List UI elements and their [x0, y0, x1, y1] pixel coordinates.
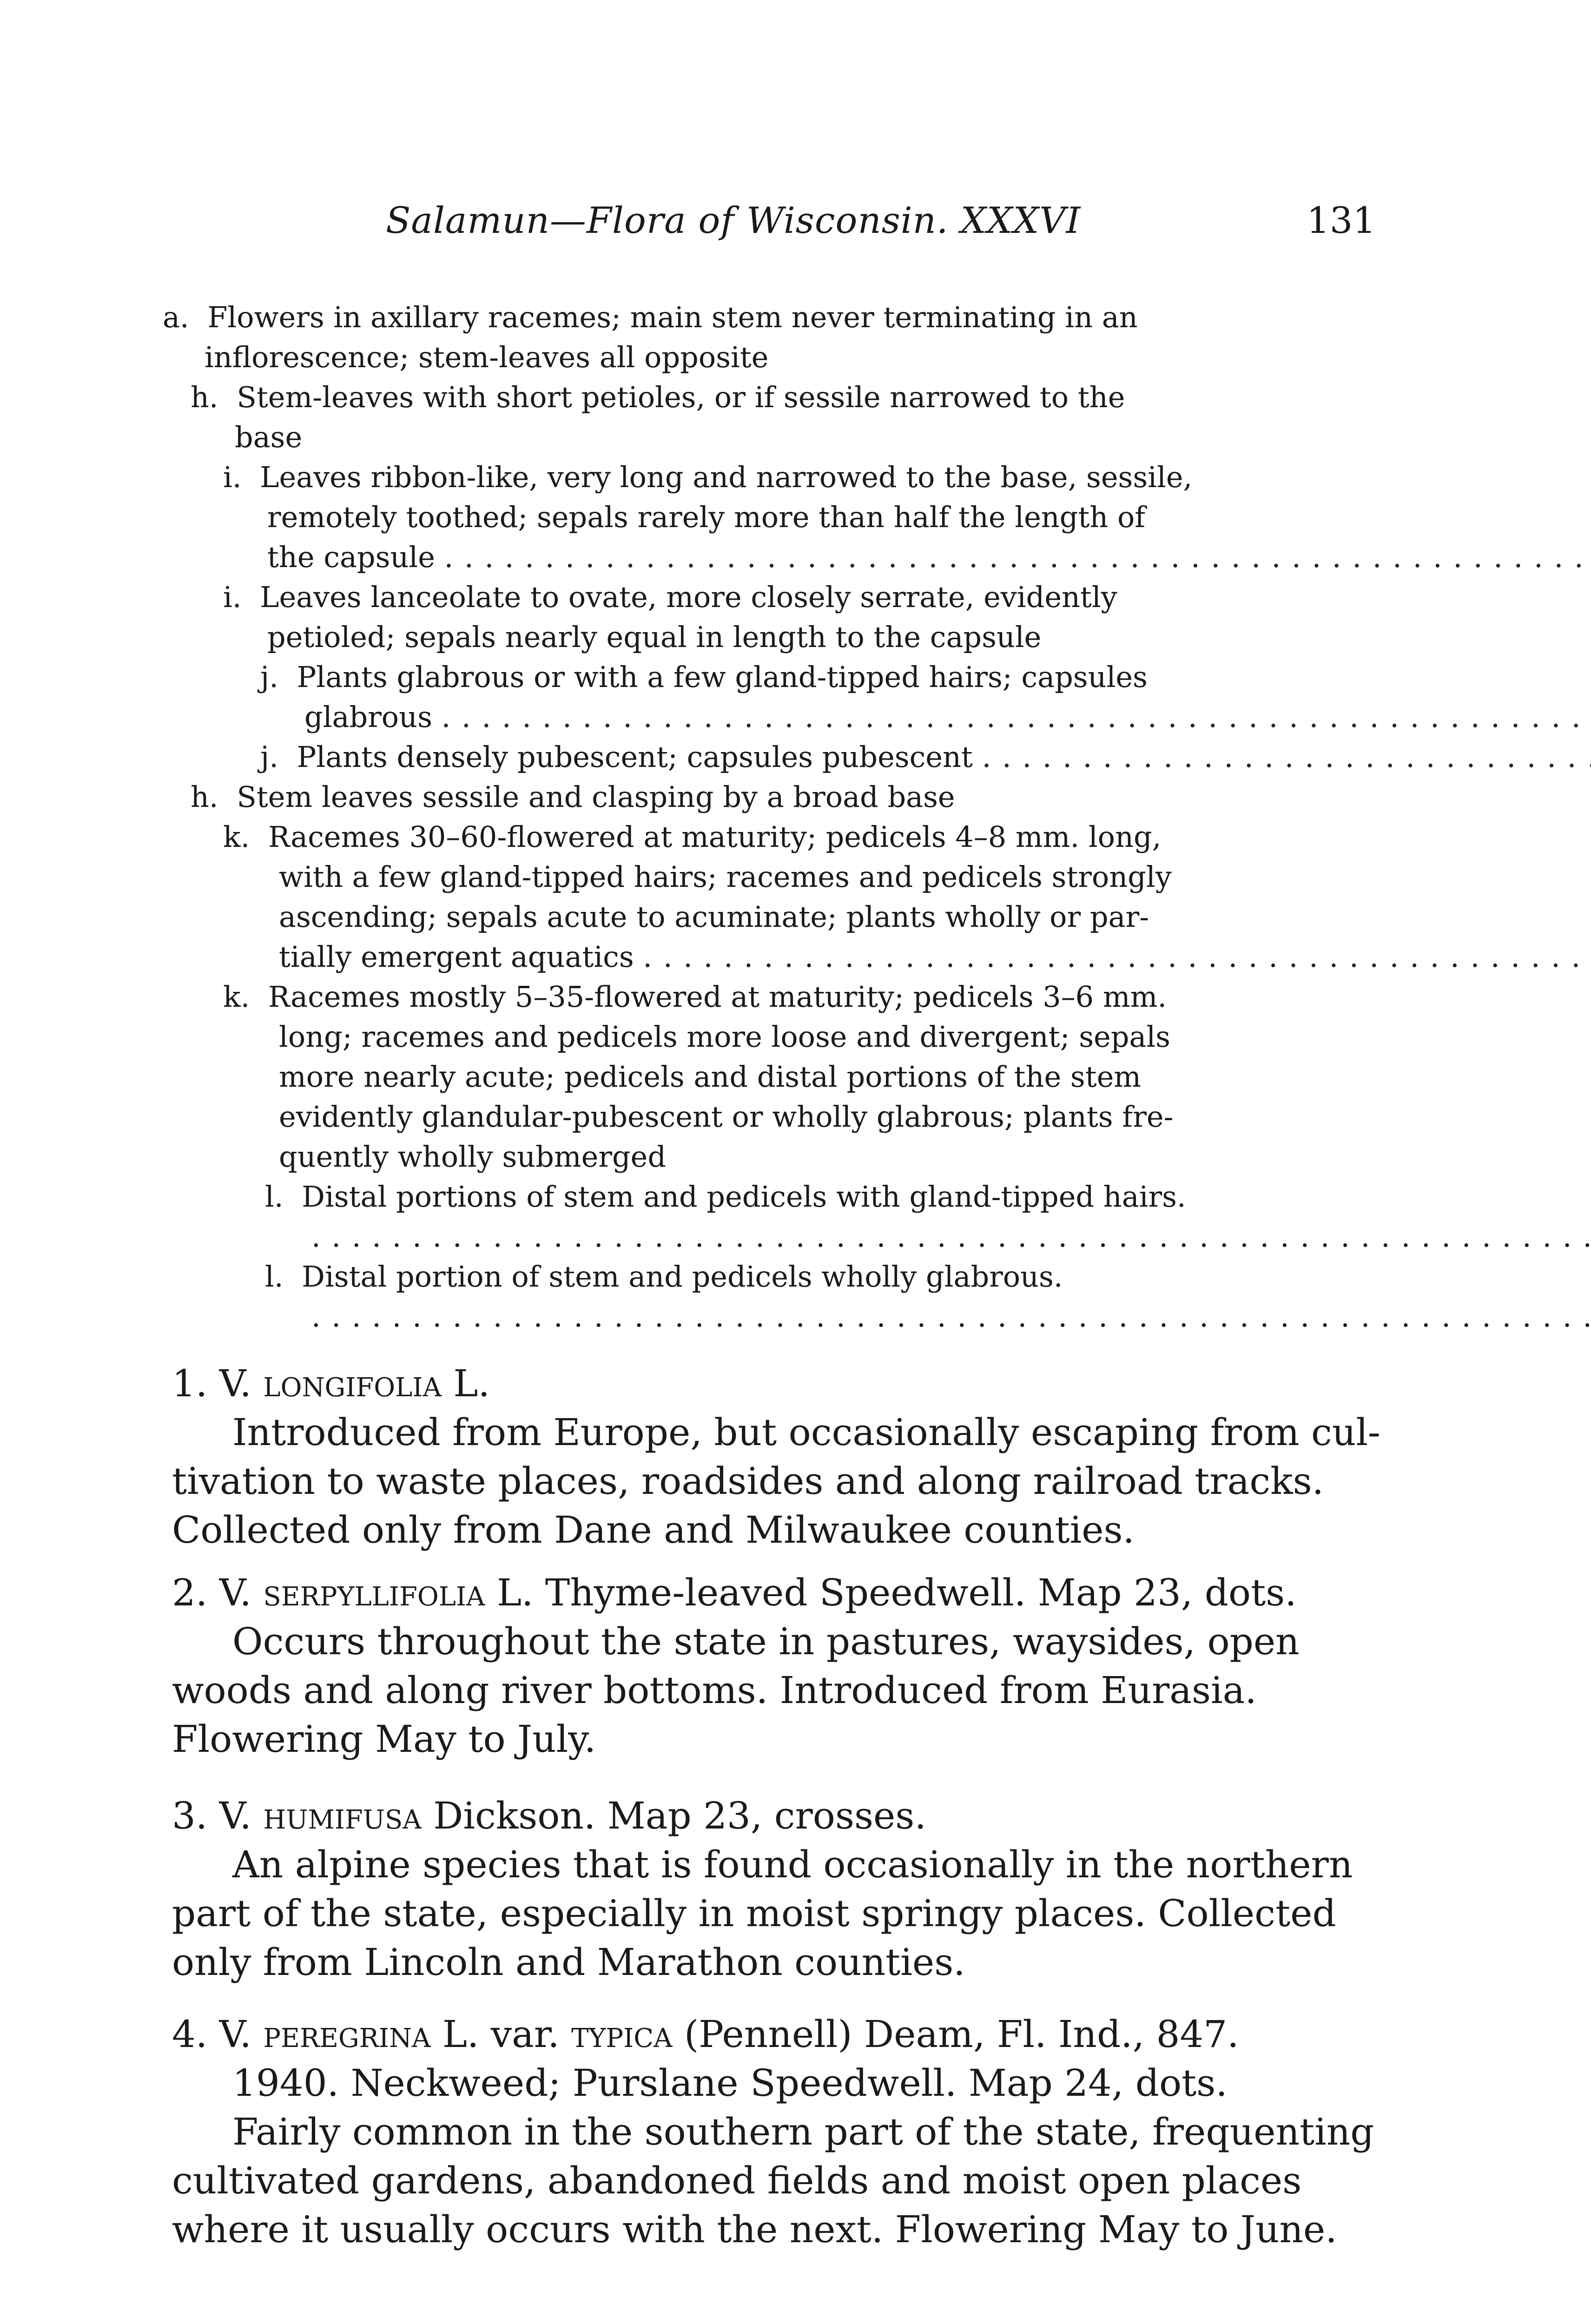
key-marker: k.	[223, 980, 250, 1014]
leader-dots	[444, 540, 1591, 574]
key-marker: l.	[265, 1180, 284, 1214]
species-text-line: only from Lincoln and Marathon counties.	[172, 1941, 965, 1984]
species-text-line: Flowering May to July.	[172, 1717, 596, 1761]
key-line-j	[260, 657, 1376, 697]
key-line-leader	[260, 737, 1376, 777]
key-line	[267, 617, 1376, 657]
species-name: longifolia	[263, 1362, 442, 1405]
key-text: Leaves lanceolate to ovate, more closely serrate, evidently	[260, 580, 1117, 614]
key-line-l	[265, 1177, 1376, 1217]
species-entry	[172, 1794, 1376, 1984]
species-text-line: An alpine species that is found occasionally in the northern	[232, 1843, 1353, 1886]
running-head-title: Salamun—Flora of Wisconsin. XXXVI	[386, 200, 1081, 242]
species-entry	[172, 1571, 1376, 1761]
key-line	[205, 337, 1376, 377]
key-text: evidently glandular-pubescent or wholly glabrous; plants fre-	[279, 1100, 1174, 1134]
species-text-line: Collected only from Dane and Milwaukee counties.	[172, 1508, 1135, 1552]
species-heading: 2. V. serpyllifolia L. Thyme-leaved Speedwell. Map 23, dots.	[172, 1571, 1297, 1614]
species-name: humifusa	[263, 1794, 422, 1837]
key-line-h	[191, 777, 1376, 817]
key-line-a	[163, 297, 1376, 337]
species-text-line: cultivated gardens, abandoned fields and moist open places	[172, 2159, 1302, 2202]
key-line-i	[223, 577, 1376, 617]
species-text-line: tivation to waste places, roadsides and along railroad tracks.	[172, 1459, 1324, 1503]
key-line	[279, 1137, 1376, 1177]
species-entry	[172, 2013, 1376, 2254]
key-line-l	[265, 1257, 1376, 1297]
variety-name: typica	[571, 2013, 673, 2056]
leader-dots	[643, 940, 1591, 974]
key-marker: i.	[223, 580, 242, 614]
key-marker: i.	[223, 460, 242, 494]
key-line	[235, 417, 1376, 457]
species-text-line: Fairly common in the southern part of the state, frequenting	[232, 2110, 1374, 2153]
key-marker: h.	[191, 380, 218, 414]
species-heading: 4. V. peregrina L. var. typica (Pennell) Deam, Fl. Ind., 847.	[172, 2013, 1239, 2056]
key-line-leader	[279, 937, 1376, 977]
key-line	[279, 1097, 1376, 1137]
species-entry	[172, 1362, 1380, 1552]
species-text-line: Occurs throughout the state in pastures, waysides, open	[232, 1620, 1300, 1663]
key-text: with a few gland-tipped hairs; racemes and pedicels strongly	[279, 860, 1172, 894]
key-marker: j.	[260, 660, 278, 694]
key-marker: j.	[260, 740, 278, 774]
key-line-leader	[311, 1297, 1376, 1337]
species-heading: 3. V. humifusa Dickson. Map 23, crosses.	[172, 1794, 926, 1837]
key-text: quently wholly submerged	[279, 1140, 667, 1174]
species-text-line: part of the state, especially in moist springy places. Collected	[172, 1892, 1336, 1935]
key-text: more nearly acute; pedicels and distal portions of the stem	[279, 1060, 1142, 1094]
key-text: Plants densely pubescent; capsules pubescent	[297, 740, 973, 774]
species-heading: 1. V. longifolia L.	[172, 1362, 490, 1405]
key-text: ascending; sepals acute to acuminate; plants wholly or par-	[279, 900, 1149, 934]
key-text: inflorescence; stem-leaves all opposite	[205, 340, 769, 374]
species-name: peregrina	[263, 2013, 431, 2056]
key-marker: h.	[191, 780, 218, 814]
key-text: glabrous	[304, 700, 432, 734]
running-head	[386, 200, 1376, 251]
key-text: Leaves ribbon-like, very long and narrowed to the base, sessile,	[260, 460, 1193, 494]
key-text: Distal portion of stem and pedicels wholly glabrous.	[302, 1260, 1063, 1294]
key-line	[267, 497, 1376, 537]
key-text: Racemes 30–60-flowered at maturity; pedicels 4–8 mm. long,	[268, 820, 1162, 854]
key-line-h	[191, 377, 1376, 417]
key-text: petioled; sepals nearly equal in length to the capsule	[267, 620, 1042, 654]
leader-dots	[311, 1300, 1591, 1334]
key-marker: l.	[265, 1260, 284, 1294]
key-line	[279, 1057, 1376, 1097]
key-line-k	[223, 817, 1376, 857]
key-line-leader	[311, 1217, 1376, 1257]
key-text: long; racemes and pedicels more loose and divergent; sepals	[279, 1020, 1171, 1054]
key-text: Plants glabrous or with a few gland-tipped hairs; capsules	[297, 660, 1148, 694]
key-line	[279, 897, 1376, 937]
key-line	[279, 1017, 1376, 1057]
key-line	[279, 857, 1376, 897]
key-line-leader	[304, 697, 1376, 737]
key-text: tially emergent aquatics	[279, 940, 634, 974]
key-text: Stem leaves sessile and clasping by a broad base	[237, 780, 955, 814]
key-text: Flowers in axillary racemes; main stem never terminating in an	[207, 300, 1138, 334]
species-name: serpyllifolia	[263, 1571, 485, 1614]
page-number: 131	[1307, 200, 1376, 242]
leader-dots	[982, 740, 1591, 774]
species-text-line: Introduced from Europe, but occasionally escaping from cul-	[232, 1411, 1380, 1454]
key-text: Racemes mostly 5–35-flowered at maturity; pedicels 3–6 mm.	[268, 980, 1167, 1014]
species-text-line: woods and along river bottoms. Introduced from Eurasia.	[172, 1669, 1257, 1712]
key-line-i	[223, 457, 1376, 497]
species-text-line: where it usually occurs with the next. Flowering May to June.	[172, 2208, 1337, 2251]
key-marker: k.	[223, 820, 250, 854]
leader-dots	[311, 1220, 1591, 1254]
key-marker: a.	[163, 300, 189, 334]
key-text: the capsule	[267, 540, 435, 574]
key-text: base	[235, 420, 303, 454]
key-text: Distal portions of stem and pedicels with gland-tipped hairs.	[302, 1180, 1186, 1214]
key-line-leader	[267, 537, 1376, 577]
leader-dots	[442, 700, 1591, 734]
key-text: remotely toothed; sepals rarely more than half the length of	[267, 500, 1146, 534]
key-line-k	[223, 977, 1376, 1017]
key-text: Stem-leaves with short petioles, or if sessile narrowed to the	[237, 380, 1125, 414]
species-heading-continued: 1940. Neckweed; Purslane Speedwell. Map 24, dots.	[232, 2061, 1228, 2105]
